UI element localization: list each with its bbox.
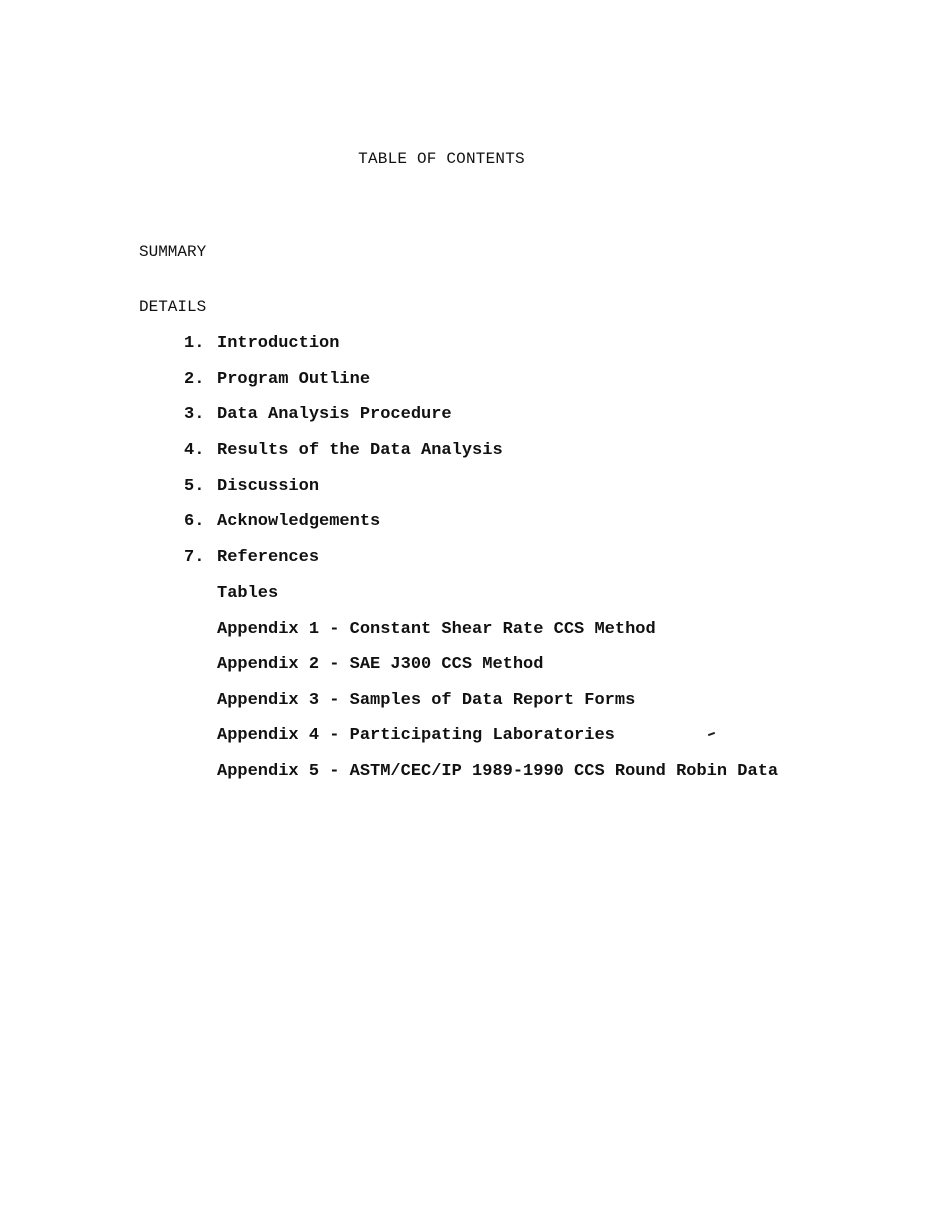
toc-item-introduction bbox=[184, 333, 503, 369]
toc-item-number: 1. bbox=[184, 334, 205, 353]
toc-item-program-outline bbox=[184, 369, 503, 405]
toc-item-label: Discussion bbox=[217, 476, 320, 496]
toc-item-references bbox=[184, 547, 503, 583]
toc-item-label: Data Analysis Procedure bbox=[217, 405, 452, 425]
toc-item-number: 2. bbox=[184, 369, 205, 389]
toc-item-label: Acknowledgements bbox=[217, 512, 381, 532]
toc-extra-list bbox=[217, 583, 778, 796]
page-title: TABLE OF CONTENTS bbox=[358, 150, 525, 168]
toc-item-number: 7. bbox=[184, 548, 205, 568]
toc-item-label: Program Outline bbox=[217, 369, 371, 389]
toc-item-number: 3. bbox=[184, 405, 205, 425]
toc-item-appendix-3: Appendix 3 - Samples of Data Report Forms bbox=[217, 690, 636, 710]
section-details: DETAILS bbox=[139, 298, 207, 316]
toc-item-label: References bbox=[217, 548, 320, 568]
toc-item-appendix-2: Appendix 2 - SAE J300 CCS Method bbox=[217, 655, 544, 674]
toc-item-number: 6. bbox=[184, 512, 205, 532]
toc-item-results bbox=[184, 440, 503, 476]
toc-item-number: 4. bbox=[184, 441, 205, 461]
toc-item-appendix-1: Appendix 1 - Constant Shear Rate CCS Method bbox=[217, 619, 656, 639]
toc-item-label: Results of the Data Analysis bbox=[217, 441, 503, 461]
toc-item-appendix-4: Appendix 4 - Participating Laboratories bbox=[217, 726, 615, 745]
toc-item-appendix-5: Appendix 5 - ASTM/CEC/IP 1989-1990 CCS Round Robin Data bbox=[217, 761, 779, 781]
section-summary: SUMMARY bbox=[139, 243, 207, 261]
toc-item-tables: Tables bbox=[217, 584, 279, 603]
toc-item-data-analysis-procedure bbox=[184, 404, 503, 440]
toc-numbered-list bbox=[184, 333, 503, 583]
toc-item-discussion bbox=[184, 476, 503, 512]
toc-item-label: Introduction bbox=[217, 334, 340, 353]
toc-item-acknowledgements bbox=[184, 511, 503, 547]
toc-item-number: 5. bbox=[184, 476, 205, 496]
